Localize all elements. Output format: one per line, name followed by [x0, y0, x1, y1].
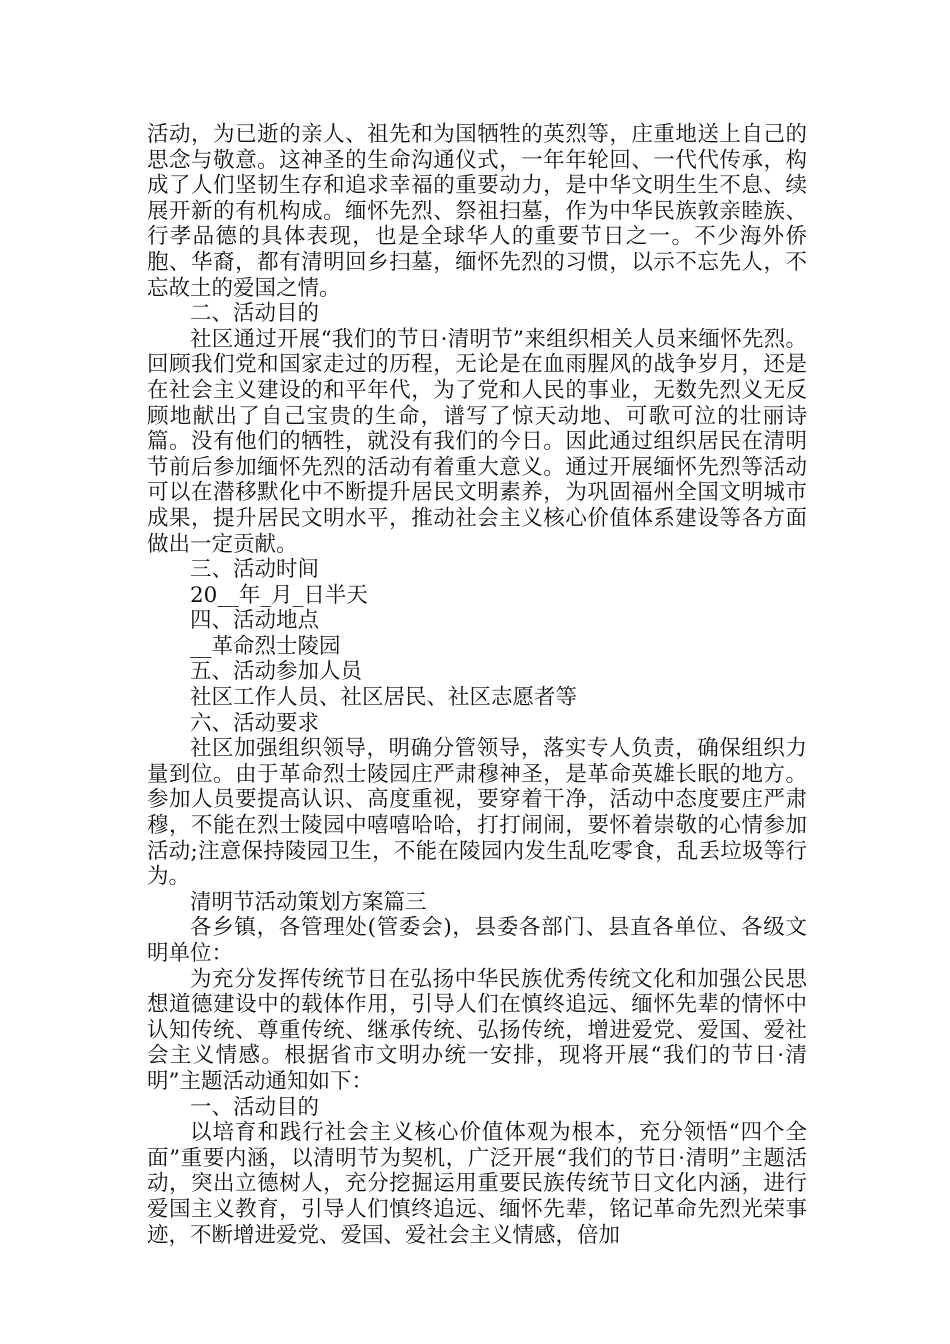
document-page: [147, 122, 807, 1248]
heading-activity-purpose: 二、活动目的: [190, 301, 320, 327]
heading-requirements: 六、活动要求: [190, 710, 320, 736]
heading-activity-location: 四、活动地点: [190, 608, 320, 634]
paragraph-addressees: 各乡镇，各管理处(管委会)，县委各部门、县直各单位、各级文明单位：: [147, 915, 807, 966]
activity-location-value: __革命烈士陵园: [190, 633, 341, 659]
heading-participants: 五、活动参加人员: [190, 659, 363, 685]
heading-activity-purpose-2: 一、活动目的: [190, 1094, 320, 1120]
paragraph-purpose-body-2: 以培育和践行社会主义核心价值体观为根本，充分领悟“四个全面”重要内涵，以清明节为契机，广泛开展“我们的节日·清明”主题活动，突出立德树人，充分挖掘运用重要民族传统节日文化内涵，进行爱国主义教育，引导人们慎终追远、缅怀先辈，铭记革命先烈光荣事迹，不断增进爱党、爱国、爱社会主义情感，倍加: [147, 1120, 807, 1248]
paragraph-notice-intro: 为充分发挥传统节日在弘扬中华民族优秀传统文化和加强公民思想道德建设中的载体作用，引导人们在慎终追远、缅怀先辈的情怀中认知传统、尊重传统、继承传统、弘扬传统，增进爱党、爱国、爱社会主义情感。根据省市文明办统一安排，现将开展“我们的节日·清明”主题活动通知如下：: [147, 966, 807, 1094]
paragraph-purpose-body: 社区通过开展“我们的节日·清明节”来组织相关人员来缅怀先烈。回顾我们党和国家走过的历程，无论是在血雨腥风的战争岁月，还是在社会主义建设的和平年代，为了党和人民的事业，无数先烈义无反顾地献出了自己宝贵的生命，谱写了惊天动地、可歌可泣的壮丽诗篇。没有他们的牺牲，就没有我们的今日。因此通过组织居民在清明节前后参加缅怀先烈的活动有着重大意义。通过开展缅怀先烈等活动可以在潜移默化中不断提升居民文明素养，为巩固福州全国文明城市成果，提升居民文明水平，推动社会主义核心价值体系建设等各方面做出一定贡献。: [147, 326, 807, 557]
paragraph-intro-continued: 活动，为已逝的亲人、祖先和为国牺牲的英烈等，庄重地送上自己的思念与敬意。这神圣的生命沟通仪式，一年年轮回、一代代传承，构成了人们坚韧生存和追求幸福的重要动力，是中华文明生生不息、续展开新的有机构成。缅怀先烈、祭祖扫墓，作为中华民族敦亲睦族、行孝品德的具体表现，也是全球华人的重要节日之一。不少海外侨胞、华裔，都有清明回乡扫墓，缅怀先烈的习惯，以示不忘先人，不忘故土的爱国之情。: [147, 122, 807, 301]
heading-activity-time: 三、活动时间: [190, 557, 320, 583]
paragraph-requirements-body: 社区加强组织领导，明确分管领导，落实专人负责，确保组织力量到位。由于革命烈士陵园庄严肃穆神圣，是革命英雄长眠的地方。参加人员要提高认识、高度重视，要穿着干净，活动中态度要庄严肃穆，不能在烈士陵园中嘻嘻哈哈，打打闹闹，要怀着崇敬的心情参加活动;注意保持陵园卫生，不能在陵园内发生乱吃零食，乱丢垃圾等行为。: [147, 736, 807, 890]
section-title-plan-three: 清明节活动策划方案篇三: [190, 889, 427, 915]
participants-value: 社区工作人员、社区居民、社区志愿者等: [190, 685, 578, 711]
activity-time-value: 20__年_月_日半天: [190, 582, 368, 608]
